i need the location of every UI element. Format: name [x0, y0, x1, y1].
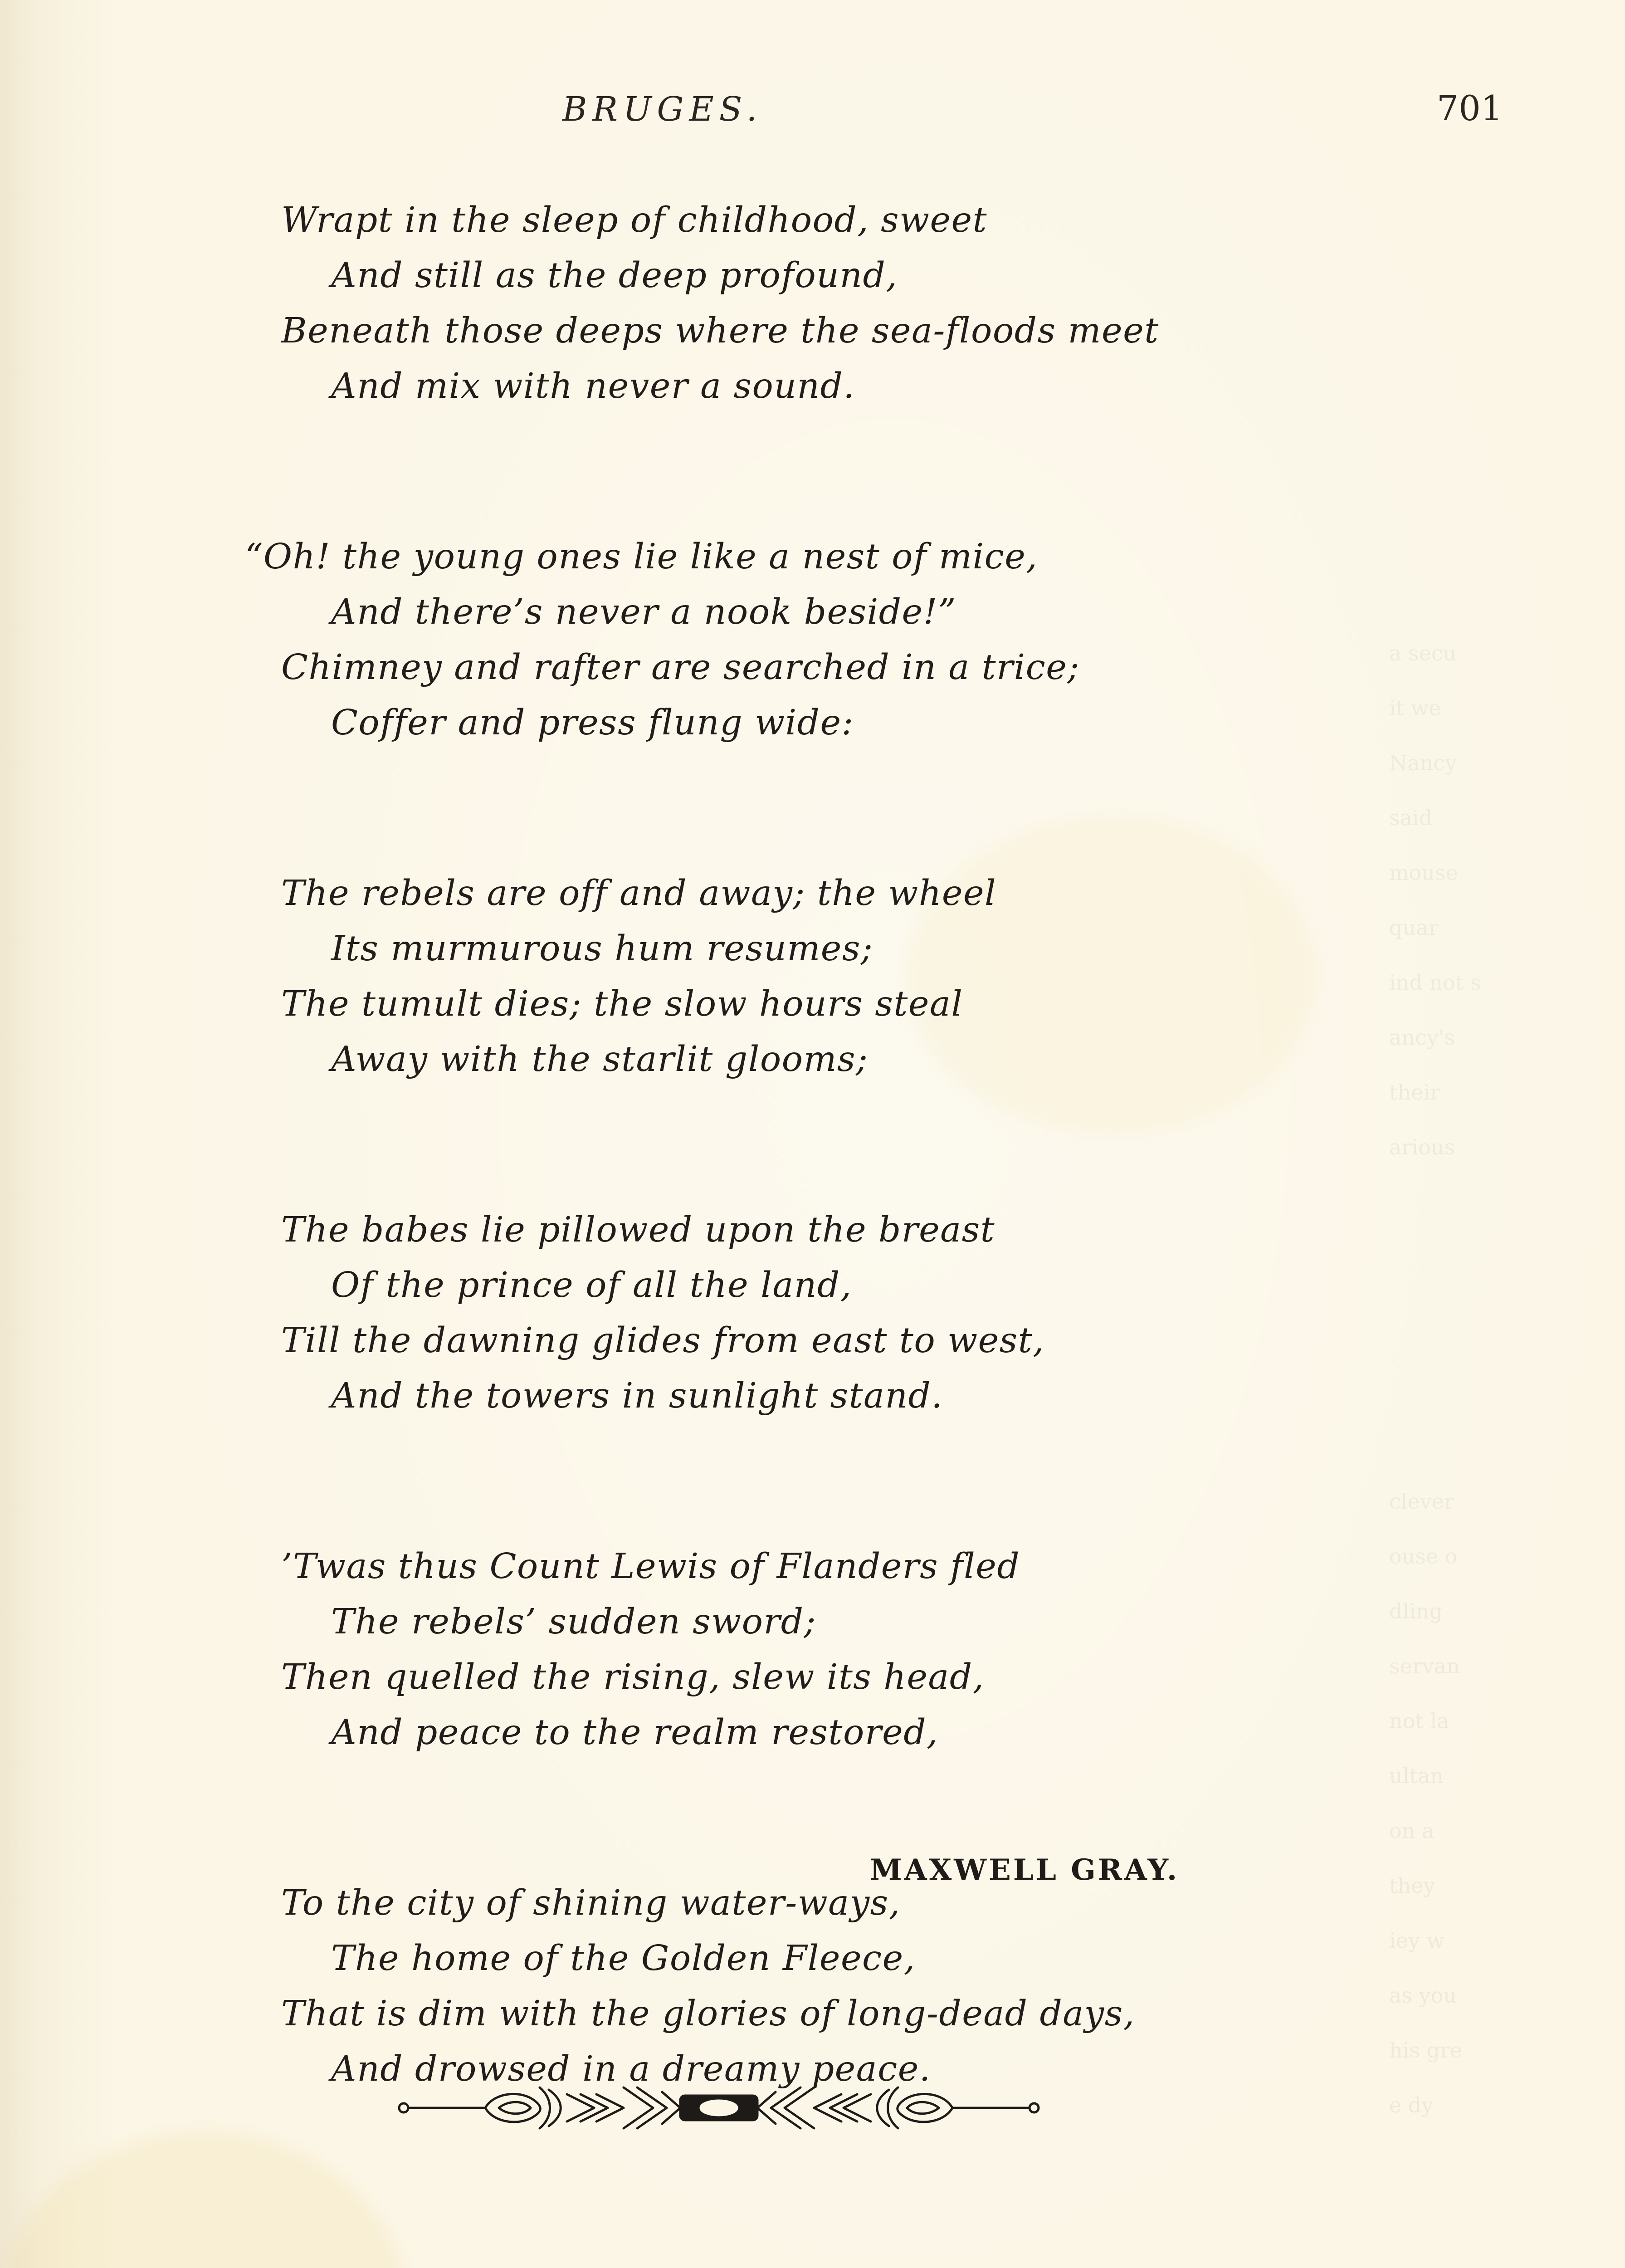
poem-line: The rebels’ sudden sword;: [331, 1602, 816, 1642]
stanza: [281, 1539, 1279, 1760]
stanza: [281, 866, 1279, 1087]
paper-stain: [0, 2132, 408, 2268]
scroll-ornament-icon: [390, 2074, 1048, 2142]
poem-line: Of the prince of all the land,: [331, 1265, 852, 1305]
poem-line: ’Twas thus Count Lewis of Flanders fled: [281, 1546, 1020, 1587]
poem-line: Till the dawning glides from east to west,: [281, 1320, 1045, 1361]
stanza: [281, 1876, 1279, 2097]
poem-line: To the city of shining water-ways,: [281, 1883, 901, 1923]
poem-line: That is dim with the glories of long-dead days,: [281, 1994, 1135, 2034]
poem-line: And mix with never a sound.: [331, 366, 855, 406]
poem-line: And the towers in sunlight stand.: [331, 1376, 943, 1416]
poem-line: “Oh! the young ones lie like a nest of mice,: [245, 537, 1038, 577]
poem-line: Beneath those deeps where the sea-floods meet: [281, 311, 1159, 351]
page-number: 701: [1437, 88, 1503, 128]
poem-line: Chimney and rafter are searched in a trice;: [281, 647, 1080, 688]
poem: [245, 193, 1279, 2097]
stanza: [245, 529, 1279, 751]
poem-line: And peace to the realm restored,: [331, 1712, 938, 1753]
poem-line: The rebels are off and away; the wheel: [281, 873, 997, 914]
poem-line: And there’s never a nook beside!”: [331, 592, 956, 632]
author-signature: MAXWELL GRAY.: [870, 1853, 1180, 1887]
poem-line: The tumult dies; the slow hours steal: [281, 984, 963, 1024]
show-through-text: a secu it we Nancy said mouse quar ind not s ancy's their arious: [1389, 641, 1481, 1159]
poem-line: Then quelled the rising, slew its head,: [281, 1657, 985, 1697]
stanza: [281, 1202, 1279, 1424]
poem-line: The babes lie pillowed upon the breast: [281, 1210, 995, 1250]
poem-line: Wrapt in the sleep of childhood, sweet: [281, 200, 988, 240]
poem-line: Coffer and press flung wide:: [331, 703, 854, 743]
running-title: BRUGES.: [562, 90, 763, 129]
poem-line: And drowsed in a dreamy peace.: [331, 2049, 931, 2089]
show-through-text: clever ouse o dling servan not la ultan on a they iey w as you his gre e dy: [1389, 1489, 1463, 2117]
poem-line: And still as the deep profound,: [331, 255, 898, 296]
stanza: [281, 193, 1279, 414]
poem-line: Away with the starlit glooms;: [331, 1039, 869, 1080]
poem-line: Its murmurous hum resumes;: [331, 929, 873, 969]
poem-line: The home of the Golden Fleece,: [331, 1938, 916, 1979]
